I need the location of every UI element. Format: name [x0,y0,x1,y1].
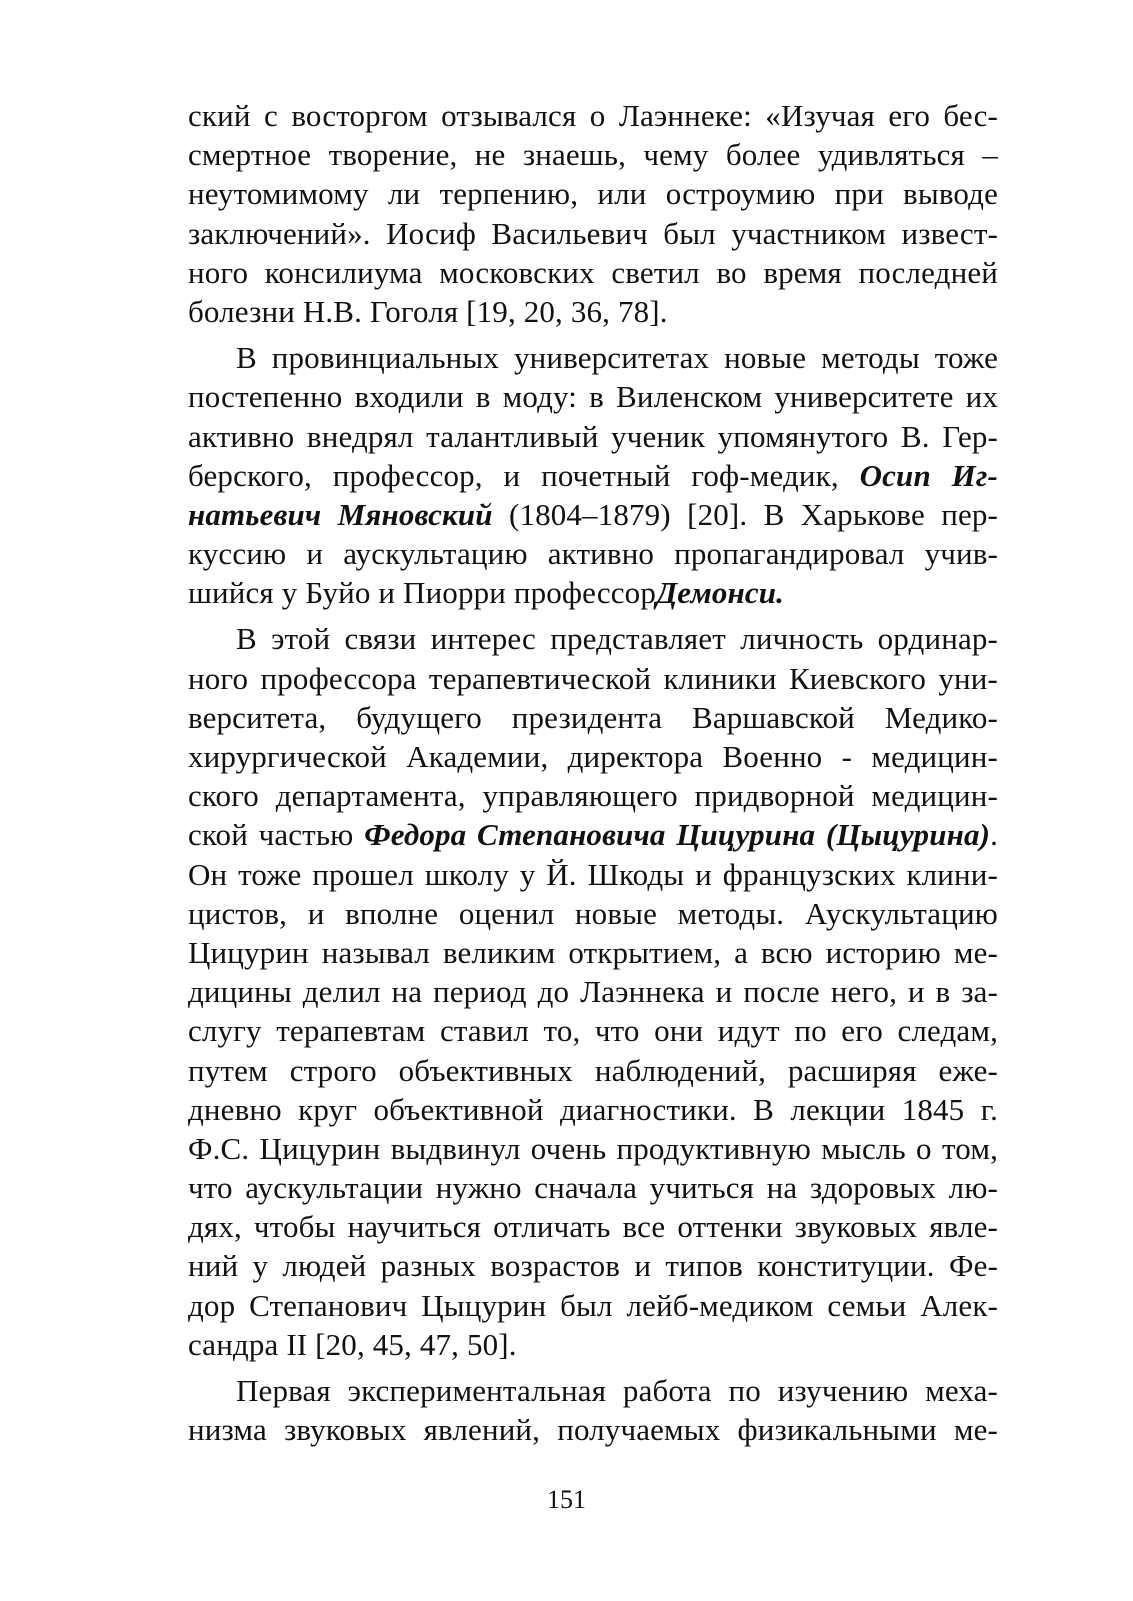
text-line: заключений». Иосиф Васильевич был участником извест- [188,215,998,251]
text-line: ский с восторгом отзывался о Лаэннеке: «Изучая его бес- [188,98,998,133]
text-line: дневно круг объективной диагностики. В лекции 1845 г. [188,1091,998,1127]
paragraph [188,96,998,331]
text-run: (1804–1879) [20]. В Харькове пер- [492,496,999,532]
text-line: хирургической Академии, директора Военно - медицин- [188,739,998,774]
text-line [188,573,998,612]
text-line: куссию и аускультацию активно пропагандировал учив- [188,536,998,572]
text-line: цистов, и вполне оценил новые методы. Аускультацию [188,895,998,931]
text-line: путем строго объективных наблюдений, расширяя еже- [188,1052,998,1088]
text-run: шийся у Буйо и Пиорри профессор [188,575,656,611]
text-line: В провинциальных университетах новые методы тоже [236,340,998,376]
text-line: Первая экспериментальная работа по изучению меха- [236,1373,998,1408]
text-line: Ф.С. Цицурин выдвинул очень продуктивную мысль о том, [188,1130,998,1166]
text-line: В этой связи интерес представляет личность ординар- [236,621,998,657]
text-line: болезни Н.В. Гоголя [19, 20, 36, 78]. [188,293,668,329]
person-name-emphasis: Демонси. [655,575,785,611]
text-line: что аускультации нужно сначала учиться на здоровых лю- [188,1170,998,1206]
person-name-emphasis: Осип Иг- [859,457,998,493]
text-line: дор Степанович Цыцурин был лейб-медиком семьи Алек- [188,1287,998,1323]
text-line: смертное творение, не знаешь, чему более удивляться – [188,137,998,173]
text-run: берского, профессор, и почетный гоф-медик, [188,457,839,493]
text-line: неутомимому ли терпению, или остроумию при выводе [188,176,998,212]
text-line: дях, чтобы научиться отличать все оттенки звуковых явле- [188,1209,998,1245]
paragraph [188,619,998,1364]
paragraph [188,338,998,612]
text-line [188,495,998,534]
text-line [188,456,998,495]
text-line [188,815,998,854]
text-line: дицины делил на период до Лаэннека и после него, и в за- [188,974,998,1010]
text-line: ного профессора терапевтической клиники Киевского уни- [188,660,998,696]
text-run: . [990,817,998,853]
text-line: ского департамента, управляющего придворной медицин- [188,778,998,814]
paragraph [188,1371,998,1449]
text-line: Он тоже прошел школу у Й. Шкоды и французских клини- [188,856,998,892]
text-line: постепенно входили в моду: в Виленском университете их [188,379,998,415]
text-run: ской частью [188,817,354,853]
text-line: сандра II [20, 45, 47, 50]. [188,1326,517,1362]
text-line: активно внедрял талантливый ученик упомянутого В. Гер- [188,418,998,454]
text-line: ний у людей разных возрастов и типов конституции. Фе- [188,1248,998,1284]
person-name-emphasis: Федора Степановича Цицурина (Цыцурина) [364,817,991,853]
text-line: ного консилиума московских светил во время последней [188,254,998,290]
person-name-emphasis: натьевич Мяновский [188,496,493,532]
text-line: верситета, будущего президента Варшавской Медико- [188,699,998,735]
page-body [188,96,998,1449]
text-line: низма звуковых явлений, получаемых физикальными ме- [188,1412,998,1448]
text-line: Цицурин называл великим открытием, а всю историю ме- [188,934,998,970]
page-number: 151 [547,1485,586,1514]
text-line: слугу терапевтам ставил то, что они идут по его следам, [188,1013,998,1049]
